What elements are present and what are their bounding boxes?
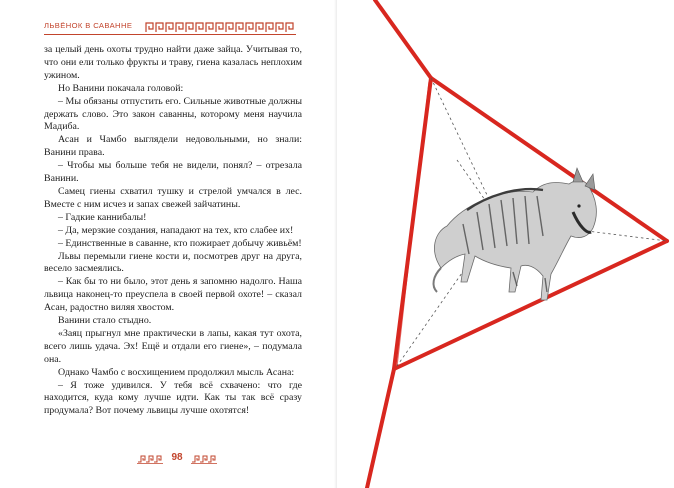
paragraph: Однако Чамбо с восхищением продолжил мысль Асана: — [58, 366, 295, 378]
head-rule — [44, 34, 296, 35]
greek-key-ornament — [144, 19, 296, 35]
paragraph: – Как бы то ни было, этот день я запомню надолго. Наша львица наконец-то преуспела в своей первой охоте! – сказал Асан, радостно виляя хвостом. — [44, 276, 302, 314]
paragraph: – Мы обязаны отпустить его. Сильные животные должны держать слово. Это закон саванны, которому меня научила Мадиба. — [44, 95, 302, 133]
paragraph: Львы перемыли гиене кости и, посмотрев друг на друга, весело засмеялись. — [44, 250, 302, 275]
body-text — [44, 44, 302, 418]
running-head — [44, 19, 296, 35]
folio-ornament-left — [137, 454, 163, 464]
hyena-illustration — [337, 0, 674, 488]
paragraph: Но Ванини покачала головой: — [58, 82, 184, 94]
page-folio — [137, 452, 217, 466]
paragraph: Самец гиены схватил тушку и стрелой умчался в лес. Вместе с ним исчез и запах свежей зайчатины. — [44, 185, 302, 210]
folio-ornament-right — [191, 454, 217, 464]
paragraph: «Заяц прыгнул мне практически в лапы, какая тут охота, всего лишь удача. Эх! Ещё и отдали его гиене», – подумала она. — [44, 327, 302, 365]
paragraph: Ванини стало стыдно. — [58, 315, 152, 327]
paragraph: за целый день охоты трудно найти даже зайца. Учитывая то, что они ели только фрукты и траву, гиена казалась неплохим ужином. — [44, 44, 302, 81]
page-number: 98 — [171, 452, 183, 463]
hyena — [434, 168, 597, 300]
paragraph: – Чтобы мы больше тебя не видели, понял? – отрезала Ванини. — [44, 160, 302, 185]
paragraph: – Единственные в саванне, кто пожирает добычу живьём! — [58, 237, 302, 249]
paragraph: – Гадкие каннибалы! — [58, 211, 147, 223]
paragraph: – Да, мерзкие создания, нападают на тех, кто слабее их! — [58, 224, 294, 236]
paragraph: – Я тоже удивился. У тебя всё схвачено: что где находится, куда кому лучше идти. Как ты так всё сразу продумала? Вот почему львицы лучше охотятся! — [44, 379, 302, 417]
paragraph: Асан и Чамбо выглядели недовольными, но знали: Ванини права. — [44, 134, 302, 159]
running-head-title: ЛЬВЁНОК В САВАННЕ — [44, 21, 133, 30]
